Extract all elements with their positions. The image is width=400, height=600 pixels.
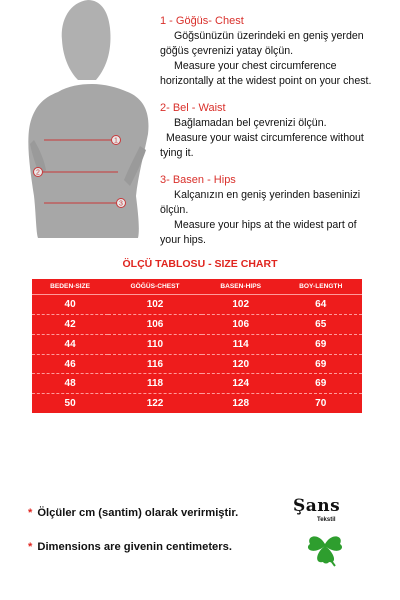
hips-cell: 124 — [202, 374, 280, 394]
chest-instruction — [160, 14, 396, 89]
chest-line-tr-1: Göğsünüzün üzerindeki en geniş yerden — [174, 30, 364, 42]
hips-line-en-2: your hips. — [160, 234, 206, 246]
length-cell: 65 — [279, 315, 362, 335]
hips-instruction — [160, 173, 396, 248]
header-hips: BASEN-HIPS — [202, 279, 280, 295]
chest-title: 1 - Göğüs- Chest — [160, 15, 244, 27]
chest-cell: 110 — [108, 335, 202, 355]
torso-shape — [28, 84, 148, 238]
length-cell: 70 — [315, 398, 327, 410]
size-cell: 48 — [32, 374, 108, 394]
length-cell: 64 — [279, 295, 362, 315]
header-length: BOY-LENGTH — [279, 279, 362, 295]
waist-line-tr-1: Bağlamadan bel çevrenizi ölçün. — [174, 117, 327, 129]
chest-cell: 116 — [108, 355, 202, 375]
clover-icon — [302, 526, 348, 568]
hair-shape — [62, 0, 111, 80]
hips-title: 3- Basen - Hips — [160, 174, 236, 186]
waist-instruction — [160, 101, 396, 161]
chest-line-en-1: Measure your chest circumference — [174, 60, 337, 72]
note-turkish — [28, 507, 238, 519]
chest-cell: 102 — [108, 295, 202, 315]
marker-2 — [34, 168, 43, 177]
svg-text:3: 3 — [119, 200, 123, 208]
length-cell: 69 — [279, 335, 362, 355]
body-silhouette-figure — [0, 0, 160, 250]
chest-line-tr-2: göğüs çevrenizi yatay ölçün. — [160, 45, 294, 57]
waist-line-en-2: tying it. — [160, 147, 194, 159]
hips-cell: 120 — [202, 355, 280, 375]
hips-cell: 128 — [232, 398, 250, 410]
waist-line-en-1: Measure your waist circumference without — [166, 132, 364, 144]
table-row — [32, 355, 362, 375]
svg-text:1: 1 — [114, 137, 118, 145]
table-row — [32, 394, 362, 413]
size-cell: 40 — [32, 295, 108, 315]
chest-cell: 122 — [146, 398, 164, 410]
header-size: BEDEN-SIZE — [32, 279, 108, 295]
asterisk-icon: * — [28, 507, 33, 519]
size-chart-title: ÖLÇÜ TABLOSU - SIZE CHART — [122, 258, 278, 270]
size-chart-table — [32, 279, 362, 413]
note-turkish-text: Ölçüler cm (santim) olarak verirmiştir. — [37, 507, 239, 519]
table-row — [32, 374, 362, 394]
asterisk-icon: * — [28, 541, 33, 553]
marker-3 — [117, 199, 126, 208]
size-cell: 42 — [32, 315, 108, 335]
brand-name: Şans — [293, 496, 341, 516]
size-cell: 50 — [64, 398, 76, 410]
length-cell: 69 — [279, 355, 362, 375]
note-english — [28, 541, 232, 553]
chest-cell: 106 — [108, 315, 202, 335]
svg-text:2: 2 — [36, 169, 40, 177]
size-cell: 46 — [32, 355, 108, 375]
table-row — [32, 315, 362, 335]
hips-cell: 106 — [202, 315, 280, 335]
hips-line-tr-1: Kalçanızın en geniş yerinden baseninizi — [174, 189, 361, 201]
table-row — [32, 335, 362, 355]
table-row — [32, 295, 362, 315]
chest-line-en-2: horizontally at the widest point on your chest. — [160, 75, 372, 87]
hips-cell: 114 — [202, 335, 280, 355]
header-chest: GÖĞÜS-CHEST — [108, 279, 202, 295]
waist-title: 2- Bel - Waist — [160, 102, 226, 114]
hips-line-tr-2: ölçün. — [160, 204, 189, 216]
note-english-text: Dimensions are givenin centimeters. — [37, 541, 232, 553]
marker-1 — [112, 136, 121, 145]
brand-logo — [290, 496, 360, 576]
hips-cell: 102 — [202, 295, 280, 315]
length-cell: 69 — [279, 374, 362, 394]
size-cell: 44 — [32, 335, 108, 355]
hips-line-en-1: Measure your hips at the widest part of — [174, 219, 357, 231]
brand-subtitle: Tekstil — [317, 517, 336, 523]
measurement-instructions — [160, 14, 396, 260]
chest-cell: 118 — [108, 374, 202, 394]
table-header-row — [32, 279, 362, 295]
